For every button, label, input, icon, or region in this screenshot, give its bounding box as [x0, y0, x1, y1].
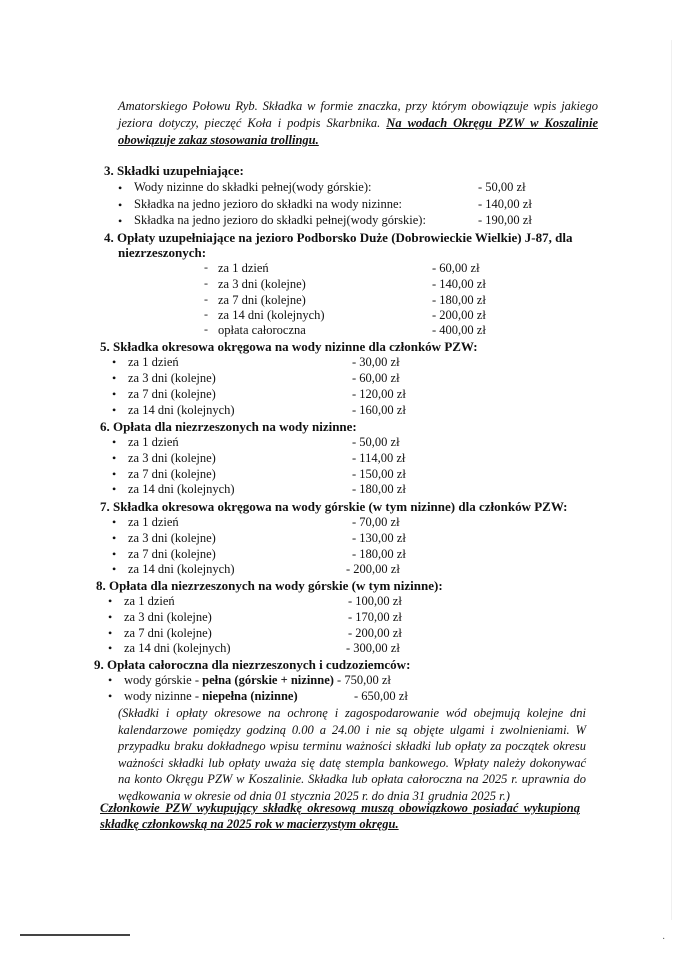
bullet-icon: •	[112, 467, 117, 481]
s6-item-value: - 50,00 zł	[352, 435, 400, 449]
bullet-icon: •	[112, 515, 117, 529]
bullet-icon: •	[112, 531, 117, 545]
s3-item-value: - 50,00 zł	[478, 180, 526, 194]
bullet-icon: •	[108, 641, 113, 655]
s8-item-label: za 7 dni (kolejne)	[124, 626, 212, 640]
s6-item-label: za 3 dni (kolejne)	[128, 451, 216, 465]
s4-item-label: za 1 dzień	[218, 261, 269, 275]
s5-item-value: - 60,00 zł	[352, 371, 400, 385]
footer-mark: ·	[662, 934, 666, 945]
s5-item-label: za 7 dni (kolejne)	[128, 387, 216, 401]
section-9-heading: 9. Opłata całoroczna dla niezrzeszonych i cudzoziemców:	[94, 657, 411, 672]
dash-marker: -	[204, 307, 208, 321]
s4-item-label: za 14 dni (kolejnych)	[218, 308, 325, 322]
membership-requirement-notice: Członkowie PZW wykupujący składkę okresową muszą obowiązkowo posiadać wykupioną składkę członkowską na 2025 rok w macierzystym okręgu.	[100, 801, 580, 831]
s8-item-value: - 170,00 zł	[348, 610, 402, 624]
scan-edge-line	[20, 934, 130, 936]
intro-paragraph	[118, 98, 598, 149]
bullet-icon: •	[118, 198, 123, 212]
bullet-icon: •	[112, 387, 117, 401]
s6-item-value: - 180,00 zł	[352, 482, 406, 496]
section-7-heading: 7. Składka okresowa okręgowa na wody górskie (w tym nizinne) dla członków PZW:	[100, 499, 568, 514]
s4-item-value: - 180,00 zł	[432, 293, 486, 307]
bullet-icon: •	[108, 594, 113, 608]
s7-item-value: - 200,00 zł	[346, 562, 400, 576]
s6-item-label: za 7 dni (kolejne)	[128, 467, 216, 481]
s7-item-label: za 1 dzień	[128, 515, 179, 529]
s4-item-label: za 7 dni (kolejne)	[218, 293, 306, 307]
s4-item-value: - 60,00 zł	[432, 261, 480, 275]
s4-item-label: za 3 dni (kolejne)	[218, 277, 306, 291]
bullet-icon: •	[108, 673, 113, 687]
dash-marker: -	[204, 292, 208, 306]
bullet-icon: •	[112, 403, 117, 417]
s4-item-value: - 140,00 zł	[432, 277, 486, 291]
s8-item-label: za 3 dni (kolejne)	[124, 610, 212, 624]
s7-item-label: za 3 dni (kolejne)	[128, 531, 216, 545]
s6-item-value: - 114,00 zł	[352, 451, 406, 465]
s9-item-bold: pełna (górskie + nizinne)	[202, 673, 334, 687]
bullet-icon: •	[112, 547, 117, 561]
dash-marker: -	[204, 276, 208, 290]
s8-item-label: za 14 dni (kolejnych)	[124, 641, 231, 655]
s9-item-1	[124, 673, 391, 688]
s8-item-value: - 200,00 zł	[348, 626, 402, 640]
s7-item-label: za 14 dni (kolejnych)	[128, 562, 235, 576]
section-5-heading: 5. Składka okresowa okręgowa na wody nizinne dla członków PZW:	[100, 339, 478, 354]
s8-item-value: - 100,00 zł	[348, 594, 402, 608]
bullet-icon: •	[118, 181, 123, 195]
s5-item-label: za 3 dni (kolejne)	[128, 371, 216, 385]
s3-item-label: Składka na jedno jezioro do składki na wody nizinne:	[134, 197, 402, 211]
bullet-icon: •	[108, 689, 113, 703]
dash-marker: -	[204, 322, 208, 336]
s7-item-label: za 7 dni (kolejne)	[128, 547, 216, 561]
bullet-icon: •	[108, 626, 113, 640]
s9-item-2	[124, 689, 298, 704]
s6-item-value: - 150,00 zł	[352, 467, 406, 481]
s9-item-value: - 650,00 zł	[354, 689, 408, 703]
section-6-heading: 6. Opłata dla niezrzeszonych na wody nizinne:	[100, 419, 357, 434]
s3-item-label: Wody nizinne do składki pełnej(wody górskie):	[134, 180, 372, 194]
section-4-heading-cont: niezrzeszonych:	[118, 245, 207, 260]
s7-item-value: - 180,00 zł	[352, 547, 406, 561]
bullet-icon: •	[112, 371, 117, 385]
section-8-heading: 8. Opłata dla niezrzeszonych na wody górskie (w tym nizinne):	[96, 578, 443, 593]
s4-item-value: - 200,00 zł	[432, 308, 486, 322]
s9-item-prefix: wody górskie -	[124, 673, 203, 687]
bullet-icon: •	[112, 355, 117, 369]
s5-item-value: - 120,00 zł	[352, 387, 406, 401]
s4-item-label: opłata całoroczna	[218, 323, 306, 337]
s5-item-value: - 30,00 zł	[352, 355, 400, 369]
s6-item-label: za 1 dzień	[128, 435, 179, 449]
bullet-icon: •	[112, 451, 117, 465]
section-4-heading: 4. Opłaty uzupełniające na jezioro Podborsko Duże (Dobrowieckie Wielkie) J-87, dla	[104, 230, 573, 245]
bullet-icon: •	[112, 482, 117, 496]
intro-text: Amatorskiego Połowu Ryb. Składka w formie znaczka, przy którym obowiązuje wpis jakiego jeziora dotyczy, pieczęć Koła i podpis Skarbnika.	[118, 99, 598, 130]
s3-item-value: - 140,00 zł	[478, 197, 532, 211]
s7-item-value: - 70,00 zł	[352, 515, 400, 529]
s9-item-value: - 750,00 zł	[333, 673, 391, 687]
bullet-icon: •	[118, 214, 123, 228]
s9-item-bold: niepełna (nizinne)	[202, 689, 298, 703]
s8-item-value: - 300,00 zł	[346, 641, 400, 655]
s5-item-value: - 160,00 zł	[352, 403, 406, 417]
fees-note-paragraph: (Składki i opłaty okresowe na ochronę i zagospodarowanie wód obejmują kolejne dni kalendarzowe pomiędzy godziną 0.00 a 24.00 i nie są objęte ulgami i zwolnieniami. W przypadku braku dokładnego wpisu terminu ważności składki lub opłaty za początek okresu ważności składki lub opłaty uważa się datę stempla bankowego. Wpłaty należy dokonywać na konto Okręgu PZW w Koszalinie. Składka lub opłata całoroczna na 2025 r. uprawnia do wędkowania w okresie od dnia 01 stycznia 2025 r. do dnia 31 grudnia 2025 r.)	[118, 706, 586, 803]
page-edge	[671, 40, 672, 920]
s3-item-value: - 190,00 zł	[478, 213, 532, 227]
bullet-icon: •	[108, 610, 113, 624]
s9-item-prefix: wody nizinne -	[124, 689, 203, 703]
s8-item-label: za 1 dzień	[124, 594, 175, 608]
bullet-icon: •	[112, 435, 117, 449]
s4-item-value: - 400,00 zł	[432, 323, 486, 337]
bullet-icon: •	[112, 562, 117, 576]
s6-item-label: za 14 dni (kolejnych)	[128, 482, 235, 496]
s3-item-label: Składka na jedno jezioro do składki pełnej(wody górskie):	[134, 213, 426, 227]
dash-marker: -	[204, 260, 208, 274]
section-3-heading: 3. Składki uzupełniające:	[104, 163, 244, 178]
s5-item-label: za 1 dzień	[128, 355, 179, 369]
trolling-ban-notice: Na wodach Okręgu PZW w Koszalinie obowiązuje zakaz stosowania trollingu.	[118, 116, 598, 147]
s5-item-label: za 14 dni (kolejnych)	[128, 403, 235, 417]
s7-item-value: - 130,00 zł	[352, 531, 406, 545]
